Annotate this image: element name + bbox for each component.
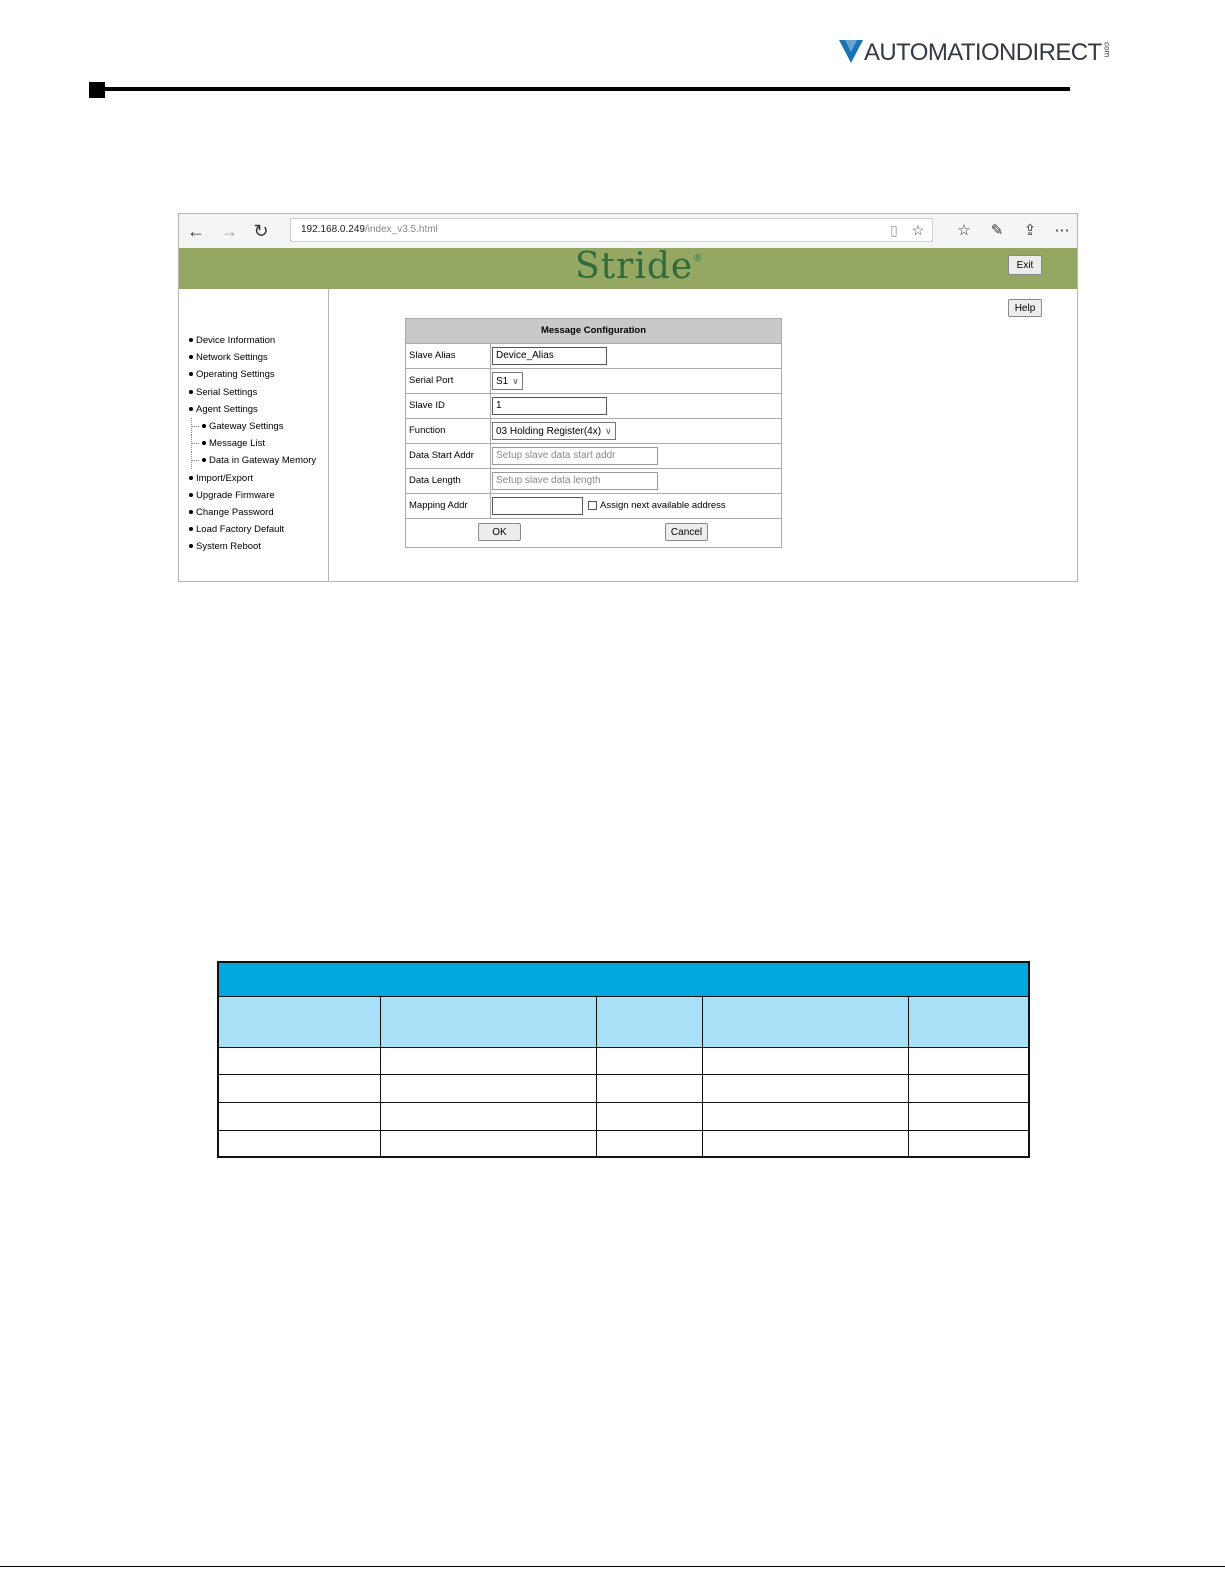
sidebar-item-label: Data in Gateway Memory xyxy=(209,455,317,467)
refresh-icon[interactable]: ↻ xyxy=(253,221,269,241)
header-rule xyxy=(100,87,1070,91)
table-column-divider xyxy=(380,997,381,1156)
sidebar-item-label: Serial Settings xyxy=(196,386,258,398)
table-column-header-row xyxy=(219,997,1028,1048)
bullet-icon xyxy=(189,510,193,514)
back-icon[interactable]: ← xyxy=(187,221,205,241)
table-column-divider xyxy=(596,997,597,1156)
sidebar-item-label: Load Factory Default xyxy=(196,524,285,536)
tree-connector xyxy=(191,426,199,427)
function-value: 03 Holding Register(4x) xyxy=(496,426,602,437)
table-row-divider xyxy=(219,1074,1028,1075)
sidebar-item[interactable] xyxy=(189,538,316,555)
favorite-star-icon[interactable]: ☆ xyxy=(911,222,925,238)
logo-text: Stride xyxy=(575,246,694,287)
row-divider xyxy=(490,344,491,368)
sidebar-item-label: Upgrade Firmware xyxy=(196,489,275,501)
url-text xyxy=(301,224,438,235)
row-divider xyxy=(490,444,491,468)
table-column-divider xyxy=(908,997,909,1156)
chevron-down-icon: ∨ xyxy=(605,426,612,436)
table-row-divider xyxy=(219,1130,1028,1131)
sidebar-item[interactable] xyxy=(189,418,316,435)
slave-alias-row xyxy=(406,344,781,369)
url-path: /index_v3.5.html xyxy=(364,224,438,235)
bullet-icon xyxy=(189,338,193,342)
form-actions xyxy=(406,519,781,547)
brand-name: AUTOMATIONDIRECT xyxy=(864,39,1102,66)
tree-connector xyxy=(191,460,199,461)
mapping-addr-label: Mapping Addr xyxy=(409,500,468,511)
data-length-row xyxy=(406,469,781,494)
form-title: Message Configuration xyxy=(406,319,781,344)
bullet-icon xyxy=(202,424,206,428)
function-row xyxy=(406,419,781,444)
chevron-down-icon: ∨ xyxy=(512,376,519,386)
sidebar-item[interactable] xyxy=(189,521,316,538)
mapping-addr-input[interactable] xyxy=(492,497,583,515)
sidebar-item[interactable] xyxy=(189,452,316,469)
sidebar-item-label: Change Password xyxy=(196,506,274,518)
table-header-bar xyxy=(219,963,1028,997)
sidebar-item[interactable] xyxy=(189,332,316,349)
sidebar-item-label: System Reboot xyxy=(196,541,261,553)
row-divider xyxy=(490,394,491,418)
slave-id-label: Slave ID xyxy=(409,400,445,411)
cancel-button[interactable]: Cancel xyxy=(665,523,708,541)
row-divider xyxy=(490,494,491,518)
row-divider xyxy=(490,369,491,393)
function-select[interactable] xyxy=(492,422,616,440)
sidebar-item[interactable] xyxy=(189,470,316,487)
reading-view-icon[interactable]: ▯ xyxy=(890,222,898,238)
share-icon[interactable]: ⇪ xyxy=(1023,222,1037,239)
help-button[interactable]: Help xyxy=(1008,299,1042,317)
logo-registered: ® xyxy=(693,254,704,264)
automationdirect-logo xyxy=(838,38,1111,68)
sidebar-item[interactable] xyxy=(189,487,316,504)
sidebar-menu xyxy=(179,289,329,581)
stride-logo xyxy=(575,246,703,287)
row-divider xyxy=(490,469,491,493)
data-start-addr-row xyxy=(406,444,781,469)
bullet-icon xyxy=(189,476,193,480)
address-bar[interactable] xyxy=(290,218,933,242)
sidebar-item-label: Operating Settings xyxy=(196,369,275,381)
sidebar-item-label: Network Settings xyxy=(196,352,268,364)
app-header xyxy=(179,248,1077,289)
bullet-icon xyxy=(189,544,193,548)
assign-next-address-label: Assign next available address xyxy=(600,500,726,511)
sidebar-item-label: Message List xyxy=(209,438,265,450)
serial-port-value: S1 xyxy=(496,376,509,387)
ok-button[interactable]: OK xyxy=(478,523,521,541)
bullet-icon xyxy=(202,441,206,445)
assign-next-address-checkbox[interactable] xyxy=(588,501,597,510)
sidebar-item-label: Agent Settings xyxy=(196,403,258,415)
sidebar-item[interactable] xyxy=(189,435,316,452)
row-divider xyxy=(490,419,491,443)
tree-connector xyxy=(191,443,199,444)
slave-id-input[interactable]: 1 xyxy=(492,397,607,415)
slave-id-row xyxy=(406,394,781,419)
menu-list xyxy=(189,332,316,555)
forward-icon[interactable]: → xyxy=(220,221,238,241)
sidebar-item-label: Gateway Settings xyxy=(209,420,284,432)
table-row-divider xyxy=(219,1102,1028,1103)
bullet-icon xyxy=(189,493,193,497)
function-label: Function xyxy=(409,425,446,436)
sidebar-item-label: Import/Export xyxy=(196,472,254,484)
bullet-icon xyxy=(189,372,193,376)
url-host: 192.168.0.249 xyxy=(301,224,365,235)
bullet-icon xyxy=(189,527,193,531)
data-start-addr-input[interactable]: Setup slave data start addr xyxy=(492,447,658,465)
footer-rule xyxy=(0,1566,1225,1567)
message-configuration-form xyxy=(405,318,782,548)
sidebar-item[interactable] xyxy=(189,349,316,366)
bullet-icon xyxy=(189,355,193,359)
data-length-input[interactable]: Setup slave data length xyxy=(492,472,658,490)
sidebar-item[interactable] xyxy=(189,384,316,401)
sidebar-item[interactable] xyxy=(189,504,316,521)
sidebar-item-label: Device Information xyxy=(196,335,276,346)
more-icon[interactable]: ⋯ xyxy=(1054,222,1070,239)
favorites-list-icon[interactable]: ☆ xyxy=(957,222,971,239)
serial-port-label: Serial Port xyxy=(409,375,454,386)
blank-table xyxy=(217,961,1030,1158)
automationdirect-v-icon xyxy=(838,38,864,64)
bullet-icon xyxy=(189,407,193,411)
slave-alias-input[interactable]: Device_Alias xyxy=(492,347,607,365)
bullet-icon xyxy=(202,458,206,462)
sidebar-item[interactable] xyxy=(189,366,316,383)
brand-suffix: com xyxy=(1102,42,1112,58)
bullet-icon xyxy=(189,390,193,394)
mapping-addr-row xyxy=(406,494,781,519)
table-column-divider xyxy=(702,997,703,1156)
browser-toolbar xyxy=(179,214,1077,249)
gateway-screenshot xyxy=(178,213,1078,582)
exit-button[interactable]: Exit xyxy=(1008,255,1042,275)
serial-port-row xyxy=(406,369,781,394)
slave-alias-label: Slave Alias xyxy=(409,350,456,361)
sidebar-item[interactable] xyxy=(189,401,316,418)
data-length-label: Data Length xyxy=(409,475,461,486)
serial-port-select[interactable] xyxy=(492,372,523,390)
pen-icon[interactable]: ✎ xyxy=(990,222,1004,239)
data-start-addr-label: Data Start Addr xyxy=(409,450,474,461)
